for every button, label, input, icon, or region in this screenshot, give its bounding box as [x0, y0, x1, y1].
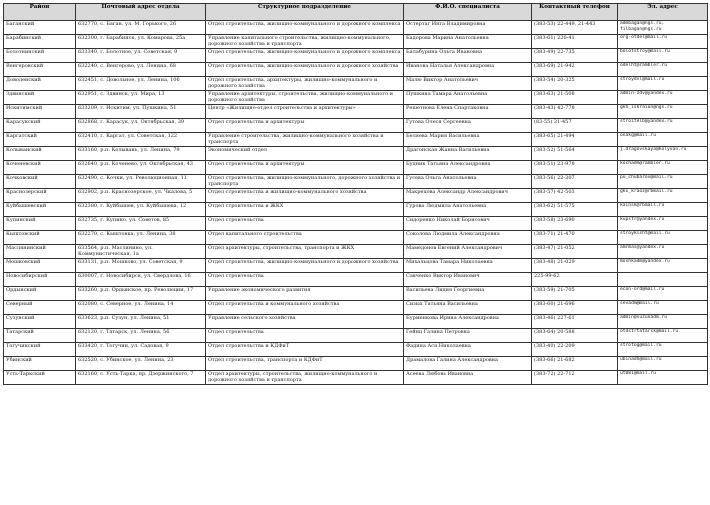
district-cell: Барабинский: [4, 35, 76, 49]
address-cell: 632160, с. Усть-Тарка, пр. Дзержинского, 7: [76, 371, 206, 385]
address-cell: 633209, г. Искитим, ул. Пушкина, 51: [76, 105, 206, 119]
table-row: [4, 217, 708, 231]
department-cell: Отдел строительства, жилищно-коммунального и дорожного комплекса: [206, 21, 404, 35]
district-cell: Кочковский: [4, 175, 76, 189]
department-cell: Отдел строительства, транспорта и КДФиТ: [206, 357, 404, 371]
phone-cell: (383-61) 220-41: [532, 35, 618, 49]
address-cell: 633420, г. Тогучин, ул. Садовая, 9: [76, 343, 206, 357]
header-department: Структурное подразделение: [206, 4, 404, 21]
department-cell: Отдел строительства, жилищно-коммунального, дорожного хозяйства и транспорта: [206, 175, 404, 189]
district-cell: Убинский: [4, 357, 76, 371]
specialist-cell: Соколова Людмила Александровна: [404, 231, 532, 245]
district-cell: Ордынский: [4, 287, 76, 301]
specialist-cell: Сидоренко Николай Борисович: [404, 217, 532, 231]
district-cell: Венгеровский: [4, 63, 76, 77]
district-cell: Тогучинский: [4, 343, 76, 357]
phone-cell: (383-51) 23-978: [532, 161, 618, 175]
table-row: [4, 35, 708, 49]
department-cell: Управление капитального строительства, жилищно-коммунального, дорожного хозяйства и транспорта: [206, 35, 404, 49]
address-cell: 630007, г. Новосибирск, ул. Свердлова, 16: [76, 273, 206, 287]
email-cell[interactable]: amrmas@yandex.ru: [618, 245, 708, 259]
phone-cell: (383-58) 23-690: [532, 217, 618, 231]
phone-cell: (383-48) 21-029: [532, 259, 618, 273]
specialist-cell: Фадина Ася Николаевна: [404, 343, 532, 357]
header-phone: Контактный телефон: [532, 4, 618, 21]
specialist-cell: Сизых Татьяна Васильевна: [404, 301, 532, 315]
email-cell[interactable]: kainsk@rbmail.ru: [618, 203, 708, 217]
address-cell: 632300, г. Барабинск, ул. Комарова, 25а: [76, 35, 206, 49]
address-cell: 632735, г. Купино, ул. Советов, 85: [76, 217, 206, 231]
table-row: [4, 49, 708, 63]
table-row: [4, 231, 708, 245]
department-cell: Отдел строительства, жилищно-коммунального и дорожного хозяйства: [206, 259, 404, 273]
address-cell: 633160, р.п. Колывань, ул. Ленина, 79: [76, 147, 206, 161]
district-cell: Карасукский: [4, 119, 76, 133]
email-cell[interactable]: otdstrtatarsk@mail.ru: [618, 329, 708, 343]
department-cell: Управление экономического развития: [206, 287, 404, 301]
district-cell: Коченевский: [4, 161, 76, 175]
specialist-cell: Решетнова Елена Спартаковна: [404, 105, 532, 119]
table-row: [4, 343, 708, 357]
table-row: [4, 203, 708, 217]
department-cell: Управление сельского хозяйства: [206, 315, 404, 329]
table-row: [4, 301, 708, 315]
specialist-cell: Остертаг Инга Владимировна: [404, 21, 532, 35]
table-row: [4, 133, 708, 147]
district-cell: Маслянинский: [4, 245, 76, 259]
department-cell: Отдел строительства и архитектуры: [206, 161, 404, 175]
district-cell: Татарский: [4, 329, 76, 343]
department-cell: Отдел строительства, жилищно-коммунального и дорожного хозяйства: [206, 63, 404, 77]
email-cell[interactable]: ubinadh@mail.ru: [618, 357, 708, 371]
address-cell: 633623, р.п. Сузун, ул. Ленина, 51: [76, 315, 206, 329]
specialist-cell: Асеева Любовь Ивановна: [404, 371, 532, 385]
phone-cell: (383-72) 22-712: [532, 371, 618, 385]
address-cell: 633260, р.п. Ордынское, пр. Революции, 17: [76, 287, 206, 301]
table-row: [4, 287, 708, 301]
department-cell: Центр «Жилищно-отдел строительства и архитектуры»: [206, 105, 404, 119]
specialist-cell: Драмалова Галина Александровна: [404, 357, 532, 371]
specialist-cell: Васильева Лидия Георгиевна: [404, 287, 532, 301]
district-cell: Усть-Таркский: [4, 371, 76, 385]
email-cell[interactable]: admbagan@ngs.ru, filbagan@ngs.ru: [618, 21, 708, 35]
phone-cell: (383-49) 22-735: [532, 49, 618, 63]
table-row: [4, 357, 708, 371]
department-cell: Отдел строительства, жилищно-коммунального и дорожного комплекса: [206, 49, 404, 63]
phone-cell: (83-55) 31-457: [532, 119, 618, 133]
table-row: [4, 21, 708, 35]
department-cell: Управление архитектуры, строительства, жилищно-коммунального и дорожного хозяйства: [206, 91, 404, 105]
email-cell[interactable]: org-otdel@mail.ru: [618, 35, 708, 49]
district-cell: Баганский: [4, 21, 76, 35]
phone-cell: (383-53) 22-449, 21-443: [532, 21, 618, 35]
phone-cell: (383-62) 51-575: [532, 203, 618, 217]
email-cell[interactable]: j.dragovskaya@kolyvan.ru: [618, 147, 708, 161]
table-row: [4, 119, 708, 133]
department-cell: Отдел строительства, архитектуры, жилищно-коммунального и дорожного хозяйства: [206, 77, 404, 91]
department-cell: Отдел строительства и коммунального хозяйства: [206, 301, 404, 315]
phone-cell: (383-60) 21-696: [532, 301, 618, 315]
department-cell: Отдел архитектуры, строительства, жилищно-коммунального и дорожного хозяйства и транспорта: [206, 371, 404, 385]
specialist-cell: Гусева Ольга Анатольевна: [404, 175, 532, 189]
table-body: [4, 21, 708, 385]
phone-cell: 225-99-62: [532, 273, 618, 287]
phone-cell: (383-40) 22-209: [532, 343, 618, 357]
email-cell[interactable]: kupstr@yandex.ru: [618, 217, 708, 231]
specialist-cell: Гурова Людмила Анатольевна: [404, 203, 532, 217]
address-cell: 633564, р.п. Маслянино, ул. Коммунистическая, 1а: [76, 245, 206, 259]
phone-cell: (383-46) 227-61: [532, 315, 618, 329]
specialist-cell: Мамедонов Евгений Александрович: [404, 245, 532, 259]
specialist-cell: Иванова Наталья Александровна: [404, 63, 532, 77]
address-cell: 632410, г. Каргат, ул. Советская, 122: [76, 133, 206, 147]
phone-cell: (383-52) 51-564: [532, 147, 618, 161]
address-cell: 632270, с. Кыштовка, ул. Ленина, 38: [76, 231, 206, 245]
specialist-cell: Михальцова Тамара Николаевна: [404, 259, 532, 273]
email-cell[interactable]: moshkadm@yandex.ru: [618, 259, 708, 273]
table-row: [4, 63, 708, 77]
email-cell[interactable]: admin-zdv@yandex.ru: [618, 91, 708, 105]
email-cell[interactable]: gkh_iskraion@ngs.ru: [618, 105, 708, 119]
department-cell: Отдел строительства и КДФиТ: [206, 343, 404, 357]
district-cell: Купинский: [4, 217, 76, 231]
phone-cell: (383-69) 21-942: [532, 63, 618, 77]
contacts-table: [3, 3, 708, 385]
address-cell: 632240, с. Венгерово, ул. Ленина, 68: [76, 63, 206, 77]
district-cell: Болотнинский: [4, 49, 76, 63]
specialist-cell: Беляева Мария Васильевна: [404, 133, 532, 147]
address-cell: 632120, г. Татарск, ул. Ленина, 56: [76, 329, 206, 343]
header-email: Эл. адрес: [618, 4, 708, 21]
specialist-cell: Бурменкова Ирина Александровна: [404, 315, 532, 329]
phone-cell: (383-54) 20-325: [532, 77, 618, 91]
table-row: [4, 105, 708, 119]
phone-cell: (383-47) 21-052: [532, 245, 618, 259]
department-cell: Отдел строительства и жилищно-коммунального хозяйства: [206, 189, 404, 203]
email-cell[interactable]: strotog@mail.ru: [618, 343, 708, 357]
table-row: [4, 147, 708, 161]
district-cell: Искитимский: [4, 105, 76, 119]
email-cell[interactable]: bolotstroy@mail.ru: [618, 49, 708, 63]
phone-cell: (383-66) 21-682: [532, 357, 618, 371]
address-cell: 632640, р.п. Коченево, ул. Октябрьская, 43: [76, 161, 206, 175]
email-cell[interactable]: stroitelb@yandex.ru: [618, 119, 708, 133]
district-cell: Здвинский: [4, 91, 76, 105]
header-address: Почтовый адрес отдела: [76, 4, 206, 21]
address-cell: 633340, г. Болотное, ул. Советская, 9: [76, 49, 206, 63]
table-row: [4, 91, 708, 105]
table-row: [4, 329, 708, 343]
department-cell: Отдел строительства: [206, 329, 404, 343]
table-row: [4, 259, 708, 273]
address-cell: 632490, с. Кочки, ул. Революционная, 11: [76, 175, 206, 189]
address-cell: 632902, р.п. Краснозерское, ул. Чкалова, 5: [76, 189, 206, 203]
document-page: [3, 3, 707, 499]
phone-cell: (383-59) 21-705: [532, 287, 618, 301]
address-cell: 632080, с. Северное, ул. Ленина, 14: [76, 301, 206, 315]
department-cell: Отдел строительства: [206, 217, 404, 231]
district-cell: Кыштовский: [4, 231, 76, 245]
email-cell[interactable]: stroykisht@mail.ru: [618, 231, 708, 245]
district-cell: Колыванский: [4, 147, 76, 161]
specialist-cell: Гутова Олеся Сергеевна: [404, 119, 532, 133]
specialist-cell: Макрецова Александр Александрович: [404, 189, 532, 203]
district-cell: Новосибирский: [4, 273, 76, 287]
table-header-row: [4, 4, 708, 21]
address-cell: 632380, г. Куйбышев, ул. Куйбышева, 12: [76, 203, 206, 217]
email-cell[interactable]: gkx_kraoz@rbmail.ru: [618, 189, 708, 203]
table-row: [4, 245, 708, 259]
phone-cell: (383-43) 42-778: [532, 105, 618, 119]
email-cell[interactable]: admin@suzunadm.ru: [618, 315, 708, 329]
specialist-cell: Савченко Виктор Иванович: [404, 273, 532, 287]
department-cell: Отдел архитектуры, строительства, транспорта и ЖКХ: [206, 245, 404, 259]
email-cell[interactable]: onakg@mail.ru: [618, 133, 708, 147]
table-row: [4, 315, 708, 329]
department-cell: Управление строительства, жилищно-коммунального хозяйства и транспорта: [206, 133, 404, 147]
header-specialist: Ф.И.О. специалиста: [404, 4, 532, 21]
phone-cell: (383-56) 22-307: [532, 175, 618, 189]
phone-cell: (383-63) 21-508: [532, 91, 618, 105]
table-row: [4, 175, 708, 189]
specialist-cell: Бадорова Марина Анатольевна: [404, 35, 532, 49]
address-cell: 633131, р.п. Мошково, ул. Советская, 9: [76, 259, 206, 273]
district-cell: Мошковский: [4, 259, 76, 273]
phone-cell: (383-57) 42-503: [532, 189, 618, 203]
email-cell[interactable]: [618, 273, 708, 287]
table-row: [4, 273, 708, 287]
address-cell: 632951, с. Здвинск, ул. Мира, 13: [76, 91, 206, 105]
email-cell[interactable]: odelht@rambler.ru: [618, 63, 708, 77]
address-cell: 632868, г. Карасук, ул. Октябрьская, 39: [76, 119, 206, 133]
email-cell[interactable]: ut081@mail.ru: [618, 371, 708, 385]
table-row: [4, 371, 708, 385]
email-cell[interactable]: econ-ord@mail.ru: [618, 287, 708, 301]
table-row: [4, 161, 708, 175]
address-cell: 632451, с. Довольное, ул. Ленина, 106: [76, 77, 206, 91]
specialist-cell: Будник Татьяна Александровна: [404, 161, 532, 175]
phone-cell: (383-64) 20-588: [532, 329, 618, 343]
department-cell: Отдел строительства и ЖКХ: [206, 203, 404, 217]
table-row: [4, 189, 708, 203]
department-cell: Отдел строительства: [206, 273, 404, 287]
email-cell[interactable]: stroydvl@mail.ru: [618, 77, 708, 91]
district-cell: Сузунский: [4, 315, 76, 329]
specialist-cell: Драгонская Жанна Васильевна: [404, 147, 532, 161]
phone-cell: (383-71) 21-470: [532, 231, 618, 245]
specialist-cell: Гейнц Галина Петровна: [404, 329, 532, 343]
table-row: [4, 77, 708, 91]
district-cell: Куйбышевский: [4, 203, 76, 217]
district-cell: Северный: [4, 301, 76, 315]
specialist-cell: Пушкина Тамара Анатольевна: [404, 91, 532, 105]
department-cell: Отдел капитального строительства: [206, 231, 404, 245]
email-cell[interactable]: kochadm@rambler.ru: [618, 161, 708, 175]
address-cell: 632520, с. Убинское, ул. Ленина, 23: [76, 357, 206, 371]
district-cell: Доволенский: [4, 77, 76, 91]
phone-cell: (383-65) 21-494: [532, 133, 618, 147]
district-cell: Краснозерский: [4, 189, 76, 203]
email-cell[interactable]: sevadm@mail.ru: [618, 301, 708, 315]
email-cell[interactable]: pu_chubarov@mail.ru: [618, 175, 708, 189]
department-cell: Экономический отдел: [206, 147, 404, 161]
address-cell: 632770, с. Баган, ул. М. Горького, 26: [76, 21, 206, 35]
specialist-cell: Балабурина Ольга Ивановна: [404, 49, 532, 63]
department-cell: Отдел строительства и архитектуры: [206, 119, 404, 133]
district-cell: Каргатский: [4, 133, 76, 147]
header-district: Район: [4, 4, 76, 21]
specialist-cell: Малю Виктор Анатольевич: [404, 77, 532, 91]
